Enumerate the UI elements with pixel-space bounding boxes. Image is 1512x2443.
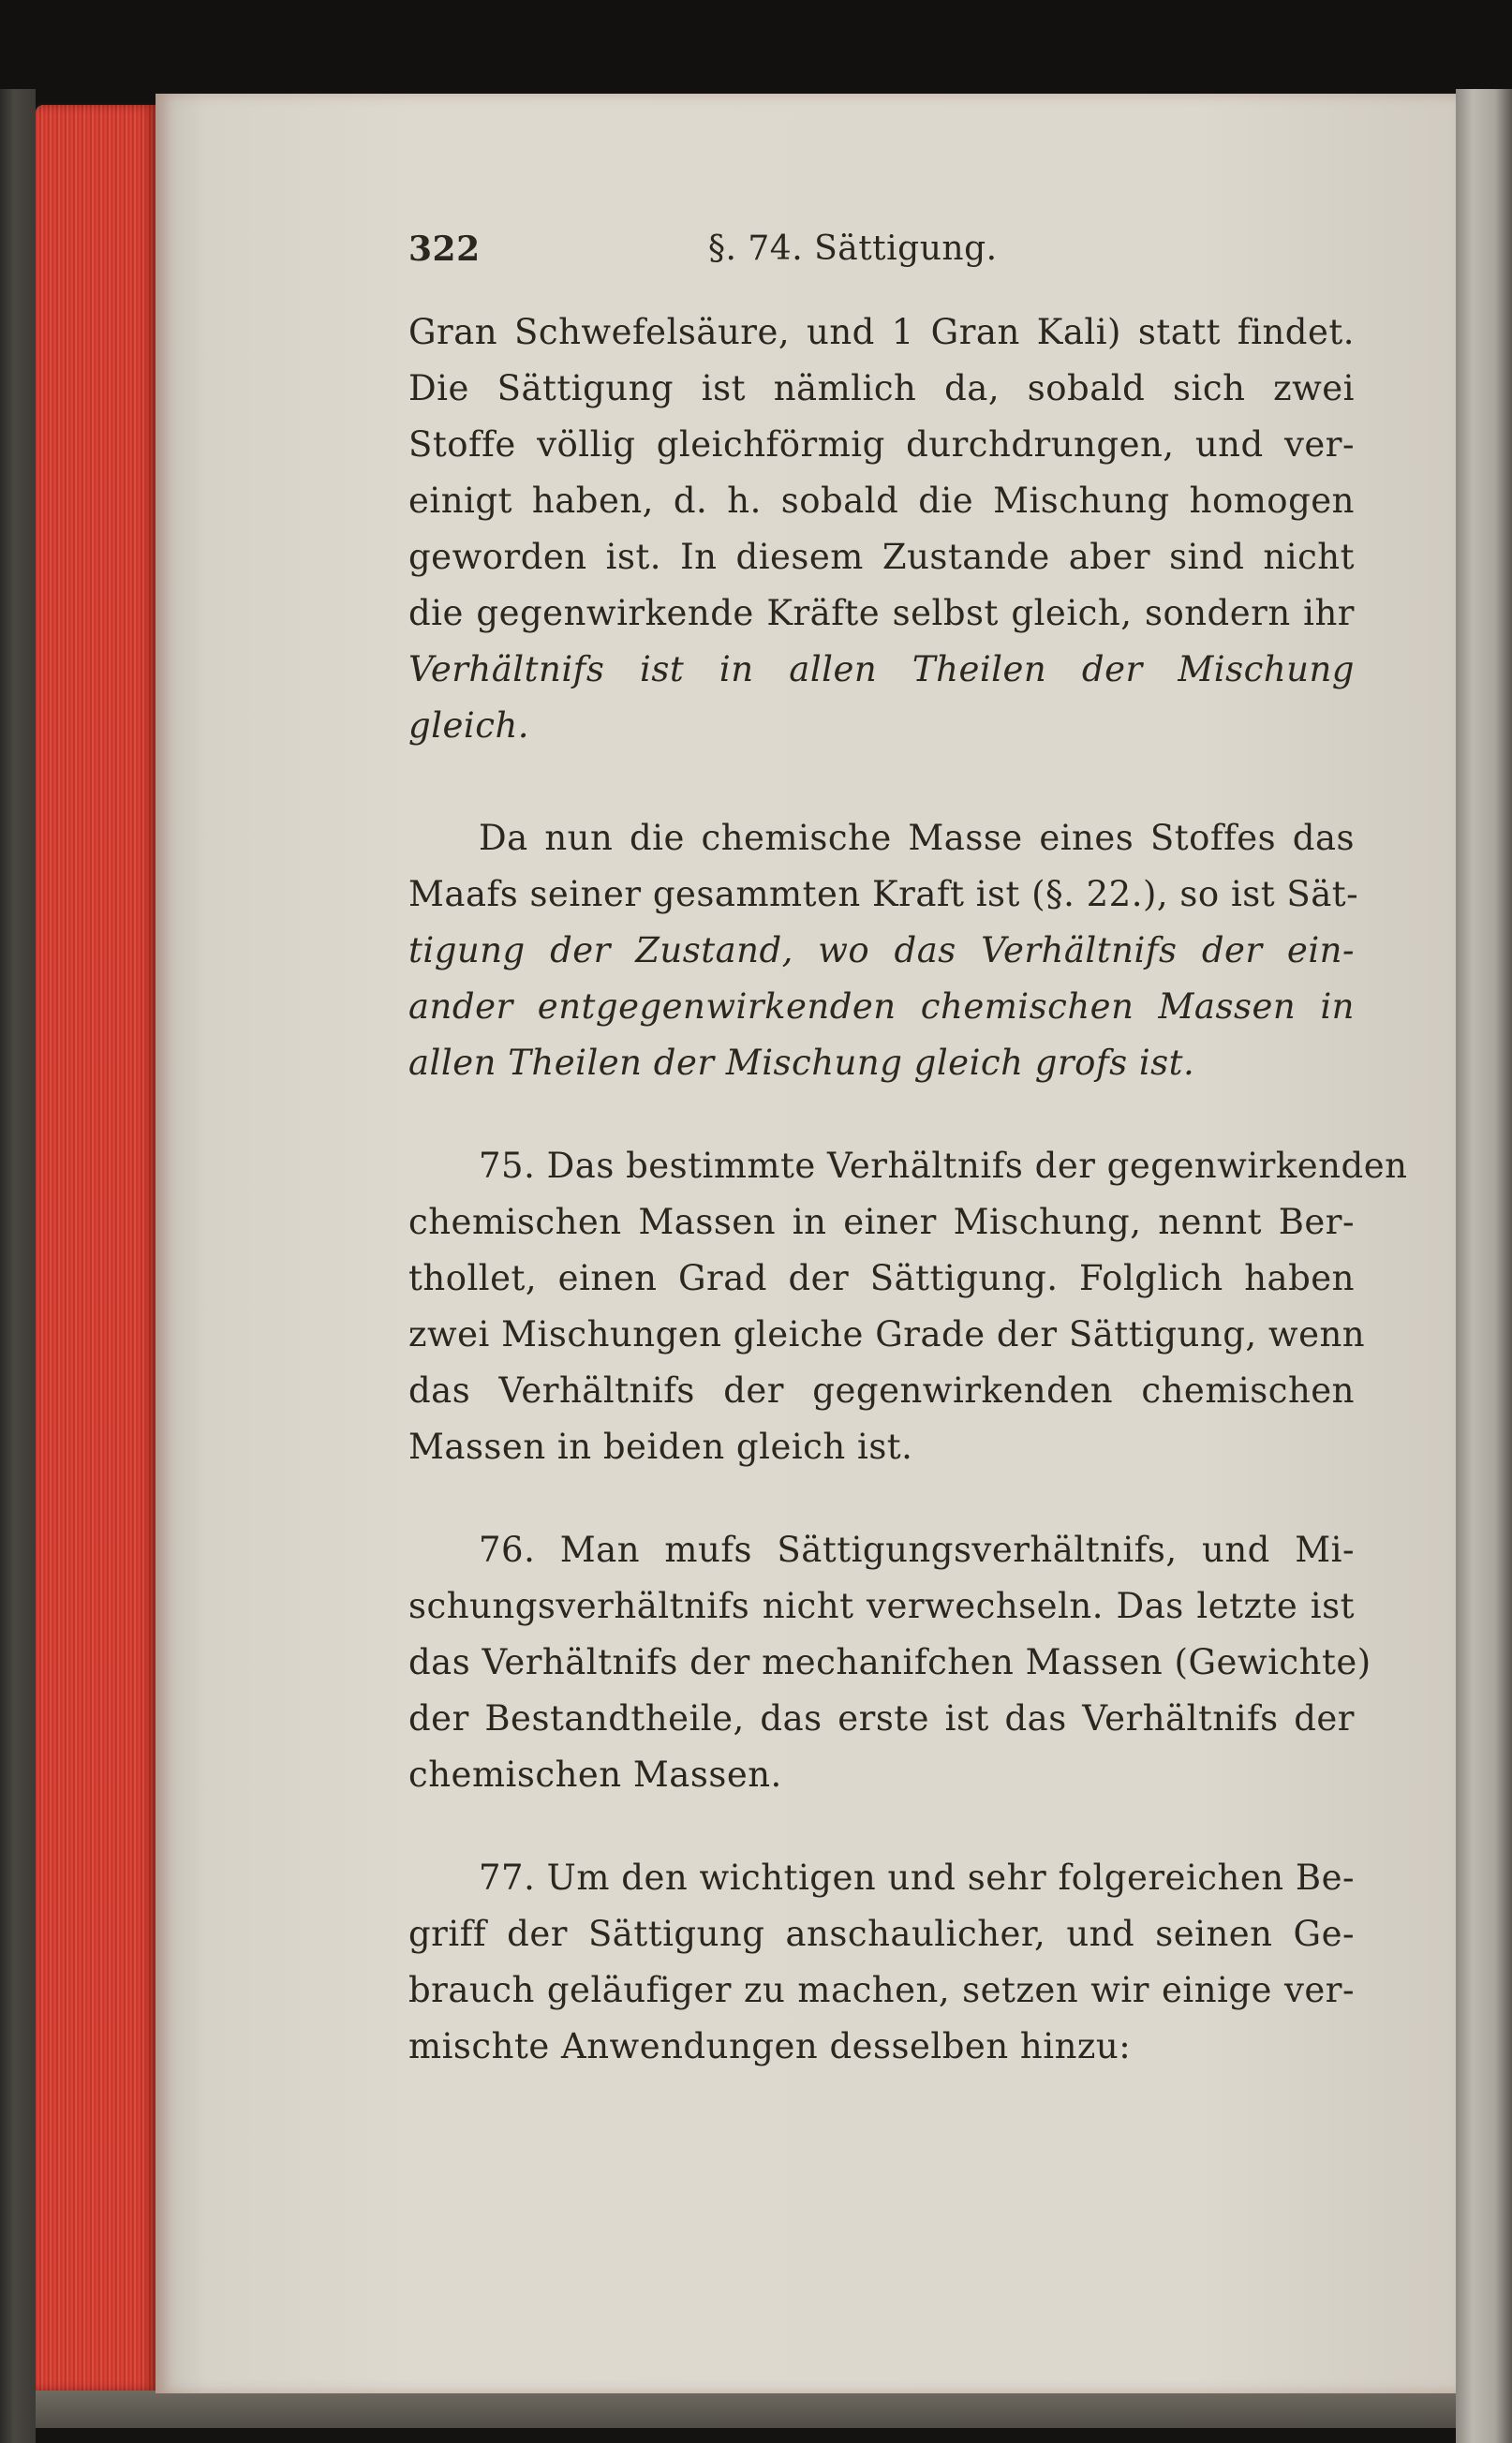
book-spine [0, 89, 36, 2443]
page-header [408, 229, 1355, 286]
facing-page-edge [1456, 89, 1512, 2443]
text-line: chemischen Massen in einer Mischung, nennt Ber- [408, 1202, 1355, 1242]
text-line: die gegenwirkende Kräfte selbst gleich, sondern ihr [408, 593, 1355, 633]
paragraph-75 [408, 1138, 1408, 1475]
text-line: griff der Sättigung anschaulicher, und seinen Ge- [408, 1914, 1355, 1954]
text-line: Verhältnifs ist in allen Theilen der Mischung [408, 649, 1355, 689]
text-line: ander entgegenwirkenden chemischen Massen in [408, 986, 1355, 1027]
page-text [408, 229, 1408, 2075]
text-line: tigung der Zustand, wo das Verhältnifs der ein- [408, 930, 1355, 970]
paragraph-77 [408, 1850, 1355, 2075]
text-line: thollet, einen Grad der Sättigung. Folglich haben [408, 1258, 1355, 1298]
text-line: chemischen Massen. [408, 1755, 782, 1795]
text-line: Die Sättigung ist nämlich da, sobald sich zwei [408, 368, 1355, 408]
text-line: mischte Anwendungen desselben hinzu: [408, 2026, 1132, 2066]
text-line: 76. Man mufs Sättigungsverhältnifs, und Mi- [479, 1530, 1355, 1570]
text-line: 77. Um den wichtigen und sehr folgereichen Be- [479, 1858, 1355, 1898]
text-line: Gran Schwefelsäure, und 1 Gran Kali) statt findet. [408, 312, 1355, 352]
red-page-edges [36, 105, 156, 2391]
paragraph-2 [408, 810, 1359, 1091]
text-line: Stoffe völlig gleichförmig durchdrungen, und ver- [408, 424, 1355, 465]
bottom-page-edges [36, 2391, 1460, 2428]
text-line: allen Theilen der Mischung gleich grofs ist. [408, 1043, 1195, 1083]
text-line: Da nun die chemische Masse eines Stoffes das [479, 818, 1355, 858]
background-top [0, 0, 1512, 103]
text-line: geworden ist. In diesem Zustande aber sind nicht [408, 537, 1355, 577]
text-line: gleich. [408, 705, 530, 746]
text-line: 75. Das bestimmte Verhältnifs der gegenwirkenden [479, 1146, 1408, 1186]
text-line: zwei Mischungen gleiche Grade der Sättigung, wenn [408, 1314, 1366, 1355]
text-line: einigt haben, d. h. sobald die Mischung homogen [408, 481, 1355, 521]
text-line: das Verhältnifs der gegenwirkenden chemischen [408, 1370, 1355, 1411]
text-line: brauch geläufiger zu machen, setzen wir einige ver- [408, 1970, 1355, 2010]
text-line: Massen in beiden gleich ist. [408, 1427, 913, 1467]
text-line: schungsverhältnifs nicht verwechseln. Das letzte ist [408, 1586, 1355, 1626]
paragraph-76 [408, 1522, 1371, 1803]
running-head: §. 74. Sättigung. [708, 229, 998, 268]
text-line: Maafs seiner gesammten Kraft ist (§. 22.), so ist Sät- [408, 874, 1359, 914]
text-line: das Verhältnifs der mechanifchen Massen (Gewichte) [408, 1642, 1371, 1682]
text-line: der Bestandtheile, das erste ist das Verhältnifs der [408, 1698, 1355, 1739]
page-number: 322 [408, 229, 481, 269]
paragraph-1 [408, 304, 1355, 754]
